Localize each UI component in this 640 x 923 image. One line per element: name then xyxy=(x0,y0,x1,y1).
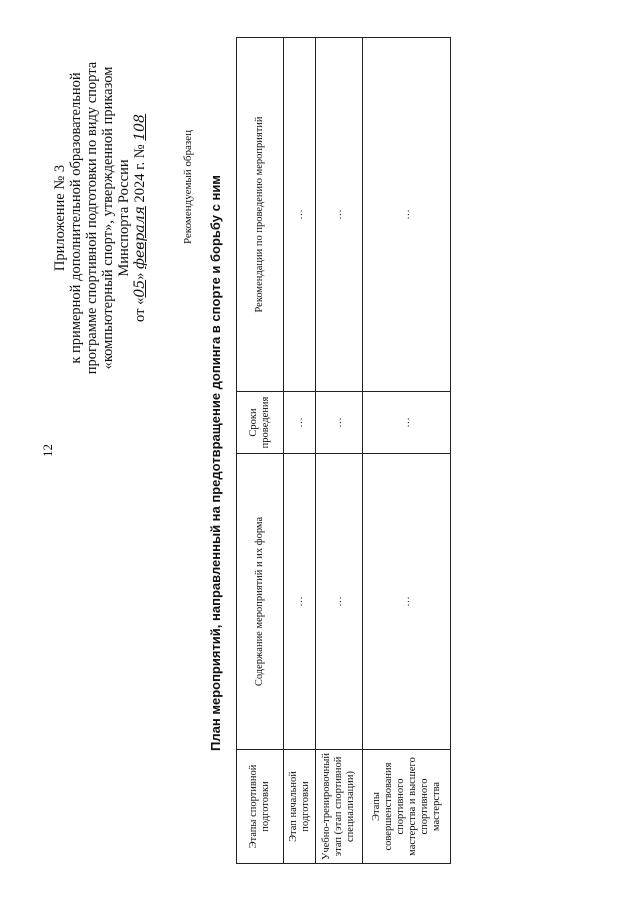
order-year: 2024 г. № xyxy=(132,140,148,207)
table-cell: … xyxy=(284,38,316,392)
table-row xyxy=(363,38,451,864)
appendix-line-4: Минспорта России xyxy=(116,159,132,277)
table-cell: … xyxy=(316,392,363,454)
order-month-handwritten: февраля xyxy=(132,206,148,269)
plan-table xyxy=(236,37,451,864)
table-cell: Этап начальной подготовки xyxy=(284,750,316,864)
sample-note: Рекомендуемый образец xyxy=(182,129,194,245)
order-day-handwritten: 05 xyxy=(132,279,148,298)
appendix-header xyxy=(52,18,148,418)
appendix-line-2: программе спортивной подготовки по виду спорта xyxy=(84,61,100,375)
table-cell: Этапы совершенствования спортивного мастерства и высшего спортивного мастерства xyxy=(363,750,451,864)
page-number: 12 xyxy=(40,444,55,457)
order-number-handwritten: 108 xyxy=(132,114,148,141)
order-date-line xyxy=(132,18,148,418)
header-recommendations: Рекомендации по проведению мероприятий xyxy=(237,38,284,392)
table-cell: … xyxy=(316,454,363,750)
table-cell: … xyxy=(316,38,363,392)
header-content: Содержание мероприятий и их форма xyxy=(237,454,284,750)
table-cell: … xyxy=(363,392,451,454)
table-header-row xyxy=(237,38,284,864)
order-mid: » xyxy=(132,272,148,280)
document-title: План мероприятий, направленный на предотвращение допинга в спорте и борьбу с ним xyxy=(208,175,223,751)
table-row xyxy=(316,38,363,864)
table-cell: … xyxy=(284,454,316,750)
order-prefix: от « xyxy=(132,297,148,322)
appendix-line-1: к примерной дополнительной образовательной xyxy=(68,72,84,364)
table-cell: … xyxy=(284,392,316,454)
appendix-line-3: «компьютерный спорт», утвержденной приказом xyxy=(100,66,116,370)
table-cell: Учебно-тренировочный этап (этап спортивной специализации) xyxy=(316,750,363,864)
table-cell: … xyxy=(363,38,451,392)
header-stages: Этапы спортивной подготовки xyxy=(237,750,284,864)
header-timing: Сроки проведения xyxy=(237,392,284,454)
table-row xyxy=(284,38,316,864)
appendix-title: Приложение № 3 xyxy=(52,164,68,272)
table-cell: … xyxy=(363,454,451,750)
